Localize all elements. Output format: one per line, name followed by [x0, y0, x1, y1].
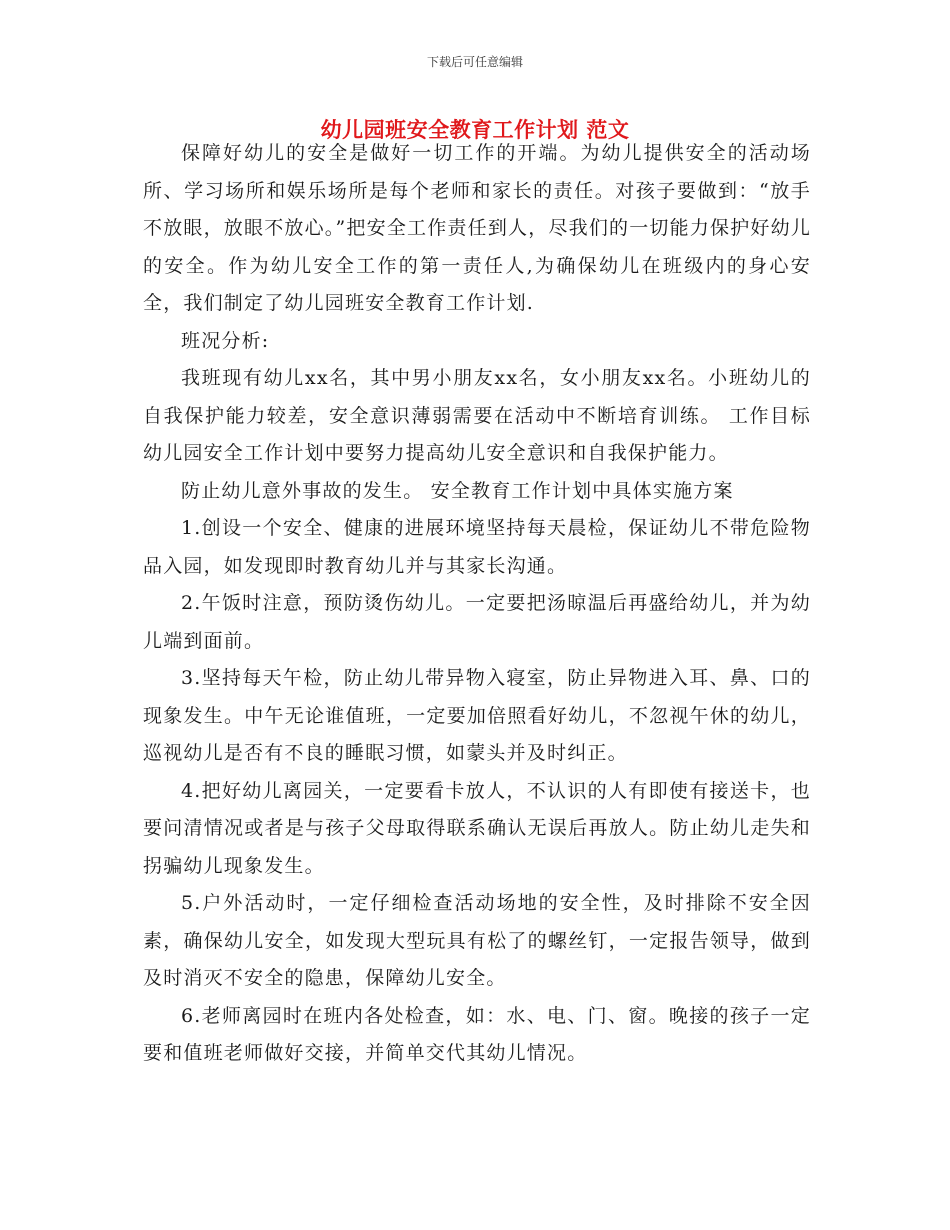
paragraph-class-analysis: 我班现有幼儿xx名，其中男小朋友xx名，女小朋友xx名。小班幼儿的自我保护能力较差，安全意识薄弱需要在活动中不断培育训练。 工作目标幼儿园安全工作计划中要努力提高幼儿安全意识和自我保护能力。	[143, 367, 811, 464]
paragraph-item-1: 1.创设一个安全、健康的进展环境坚持每天晨检，保证幼儿不带危险物品入园，如发现即时教育幼儿并与其家长沟通。	[143, 517, 811, 577]
paragraph-item-6: 6.老师离园时在班内各处检查，如：水、电、门、窗。晚接的孩子一定要和值班老师做好交接，并简单交代其幼儿情况。	[143, 1004, 811, 1064]
document-title: 幼儿园班安全教育工作计划 范文	[320, 118, 630, 142]
document-body	[143, 135, 811, 1073]
paragraph-intro: 保障好幼儿的安全是做好一切工作的开端。为幼儿提供安全的活动场所、学习场所和娱乐场所是每个老师和家长的责任。对孩子要做到：“放手不放眼，放眼不放心。”把安全工作责任到人，尽我们的一切能力保护好幼儿的安全。作为幼儿安全工作的第一责任人,为确保幼儿在班级内的身心安全，我们制定了幼儿园班安全教育工作计划.	[143, 142, 812, 314]
paragraph-item-5: 5.户外活动时，一定仔细检查活动场地的安全性，及时排除不安全因素，确保幼儿安全，如发现大型玩具有松了的螺丝钉，一定报告领导，做到及时消灭不安全的隐患，保障幼儿安全。	[143, 892, 811, 989]
page-header: 下载后可任意编辑	[426, 55, 523, 69]
paragraph-plan-heading: 防止幼儿意外事故的发生。 安全教育工作计划中具体实施方案	[181, 479, 734, 502]
paragraph-class-analysis-heading: 班况分析:	[181, 329, 270, 352]
paragraph-item-3: 3.坚持每天午检，防止幼儿带异物入寝室，防止异物进入耳、鼻、口的现象发生。中午无论谁值班，一定要加倍照看好幼儿，不忽视午休的幼儿，巡视幼儿是否有不良的睡眠习惯，如蒙头并及时纠正。	[143, 667, 811, 764]
paragraph-item-2: 2.午饭时注意，预防烫伤幼儿。一定要把汤晾温后再盛给幼儿，并为幼儿端到面前。	[143, 592, 811, 652]
paragraph-item-4: 4.把好幼儿离园关，一定要看卡放人，不认识的人有即使有接送卡，也要问清情况或者是与孩子父母取得联系确认无误后再放人。防止幼儿走失和拐骗幼儿现象发生。	[143, 779, 811, 877]
